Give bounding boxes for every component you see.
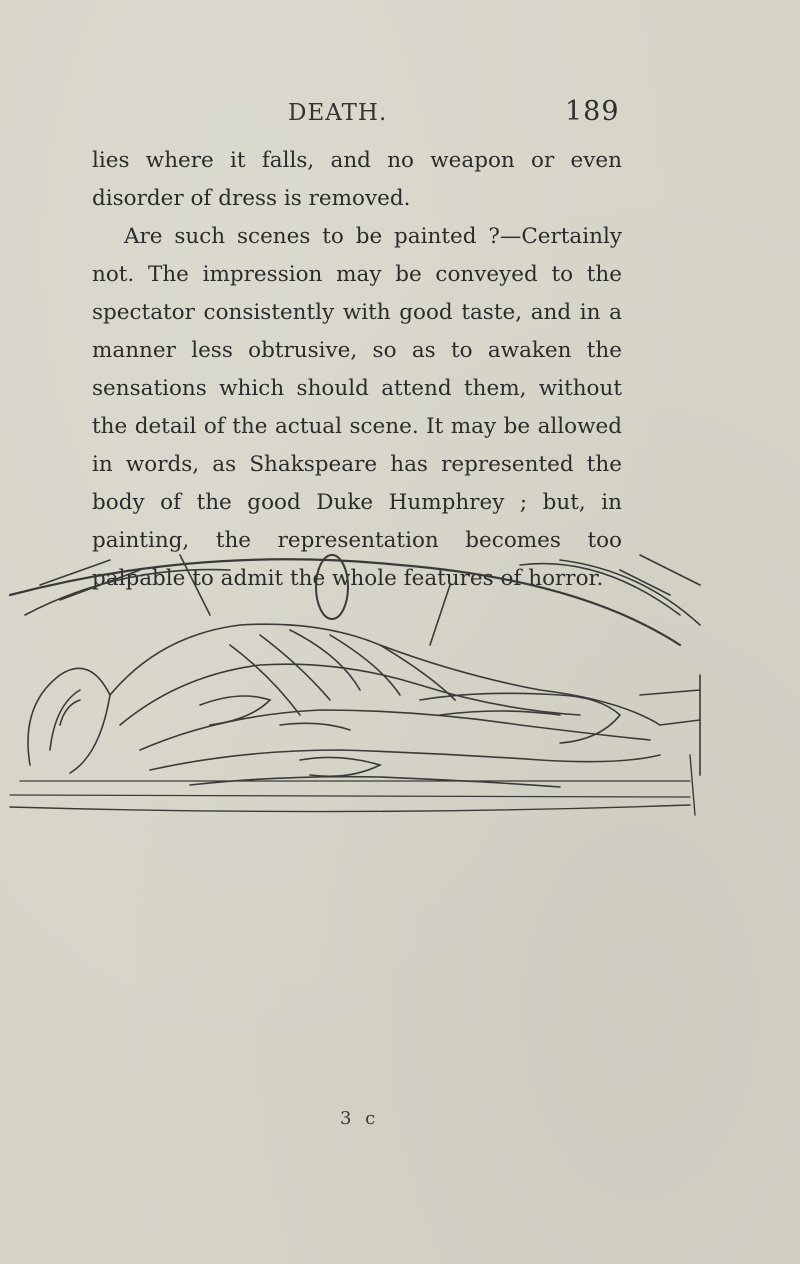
chapter-title: DEATH. — [288, 100, 388, 126]
paragraph-2: Are such scenes to be painted ?—Certainly not. The impression may be conveyed to the spectator consistently with good taste, and in a manner less obtrusive, so as to awaken the sensations which should attend them, without the detail of the actual scene. It may be allowed in words, as Shakspeare has represented the body of the good Duke Humphrey ; but, in painting, the representation becomes too palpable to admit the whole features of horror. — [92, 224, 622, 591]
plate-mark: 3 c — [340, 1108, 380, 1129]
running-head — [0, 96, 800, 136]
paragraph-1: lies where it falls, and no weapon or even disorder of dress is removed. — [92, 148, 622, 211]
engraving-recumbent-figure-icon — [0, 525, 800, 845]
page-number: 189 — [565, 96, 620, 127]
engraving-illustration — [0, 525, 800, 845]
